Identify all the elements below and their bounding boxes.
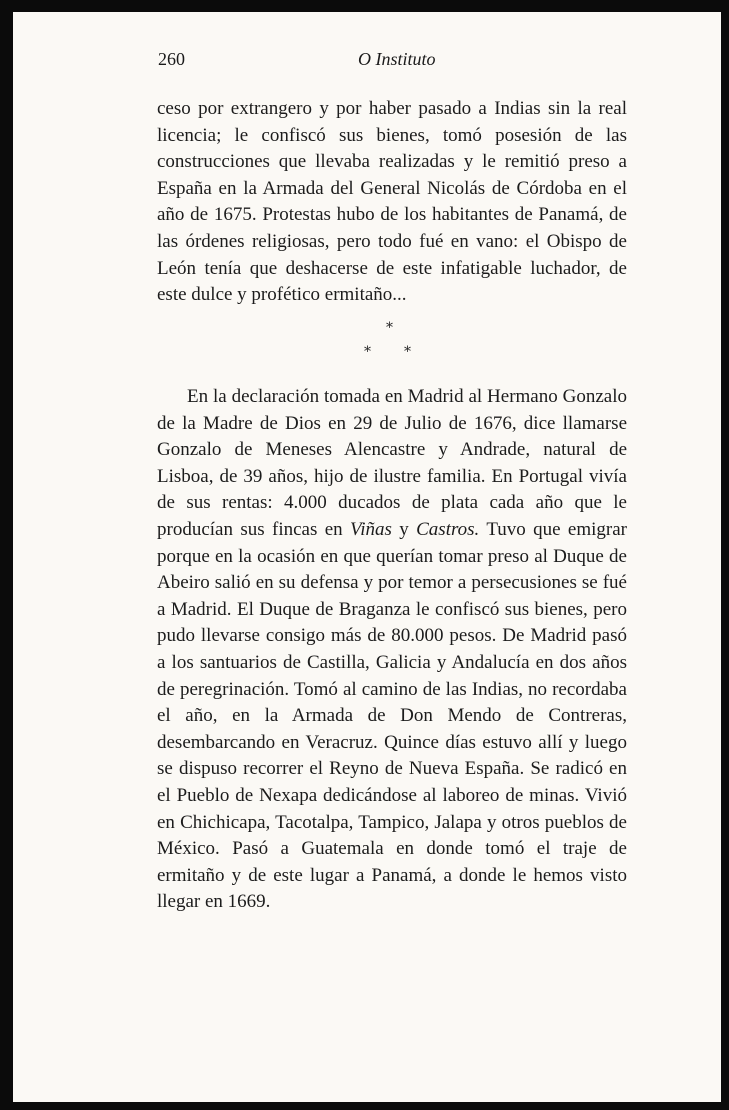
paragraph-2-part-a: En la declaración tomada en Madrid al Hermano Gonzalo de la Madre de Dios en 29 de Julio de 1676, dice llamarse Gonzalo de Meneses Alencastre y Andrade, natural de Lisboa, de 39 años, hijo de ilustre familia. En Portugal vivía de sus rentas: 4.000 ducados de plata cada año que le producían sus fincas en: [157, 386, 627, 540]
page-number: 260: [158, 49, 185, 69]
paragraph-1: [157, 96, 627, 309]
page-header: [148, 49, 638, 79]
paragraph-1-text: ceso por extrangero y por haber pasado a Indias sin la real licencia; le confiscó sus bienes, tomó posesión de las construcciones que llevaba realizadas y le remitió preso a España en la Armada del General Nicolás de Córdoba en el año de 1675. Protestas hubo de los habitantes de Panamá, de las órdenes religiosas, pero todo fué en vano: el Obispo de León tenía que deshacerse de este infatigable luchador, de este dulce y profético ermitaño...: [157, 98, 627, 306]
italic-term-castros: Castros.: [416, 518, 480, 540]
section-separator-asterism: [340, 314, 411, 364]
paragraph-2-part-b: Tuvo que emigrar porque en la ocasión en que querían tomar preso al Duque de Abeiro salió en su defensa y por temor a persecusiones se fué a Madrid. El Duque de Braganza le confiscó sus bienes, pero pudo llevarse consigo más de 80.000 pesos. De Madrid pasó a los santuarios de Castilla, Galicia y Andalucía en dos años de peregrinación. Tomó al camino de las Indias, no recordaba el año, en la Armada de Don Mendo de Contreras, desembarcando en Veracruz. Quince días estuvo allí y luego se dispuso recorrer el Reyno de Nueva España. Se radicó en el Pueblo de Nexapa dedicándose al laboreo de minas. Vivió en Chichicapa, Tacotalpa, Tampico, Jalapa y otros pueblos de México. Pasó a Guatemala en donde tomó el traje de ermitaño y de este lugar a Panamá, a donde le hemos visto llegar en 1669.: [157, 518, 628, 913]
asterisk-top: *: [386, 320, 393, 336]
paragraph-2: [157, 384, 627, 916]
asterisk-right: *: [404, 344, 411, 360]
paragraph-2-text: [157, 384, 627, 916]
asterisk-left: *: [364, 344, 371, 360]
running-title: O Instituto: [358, 49, 436, 69]
paragraph-2-conjunction: y: [391, 518, 417, 540]
italic-term-vinas: Viñas: [350, 518, 392, 540]
